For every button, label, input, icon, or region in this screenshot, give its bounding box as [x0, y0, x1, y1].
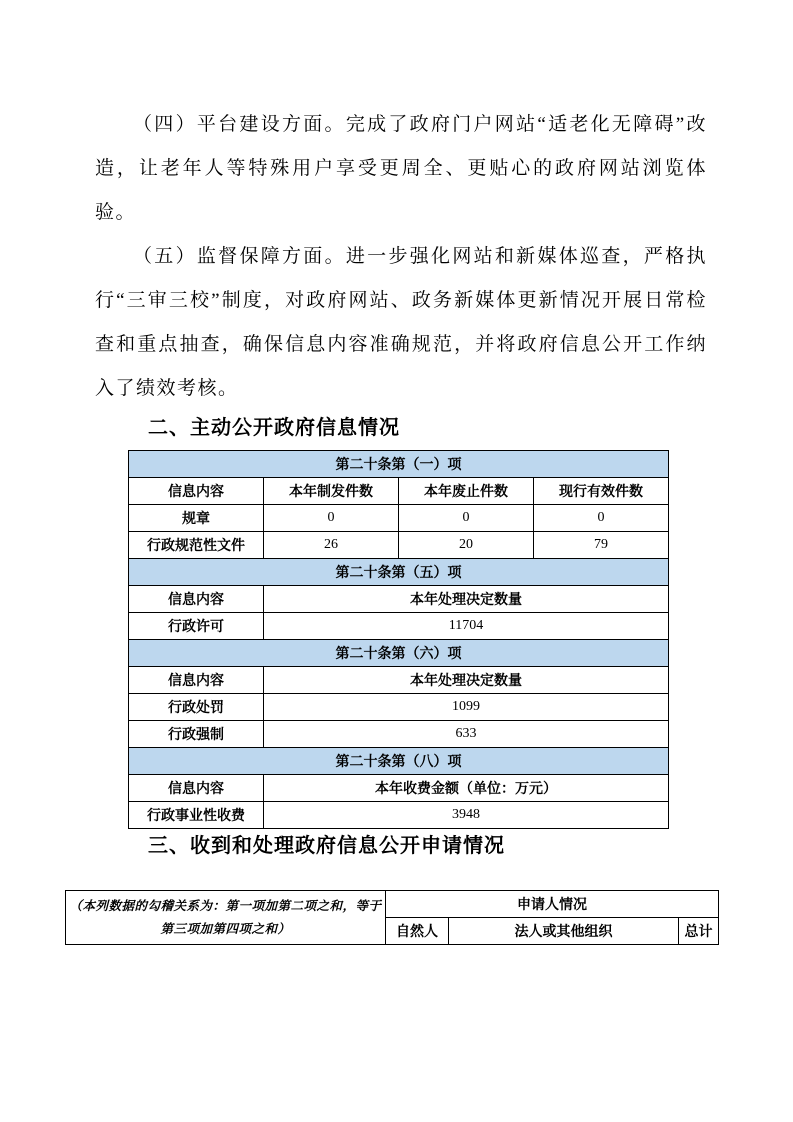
table-column-header-row: [129, 586, 669, 613]
col-header-info-content: 信息内容: [129, 667, 264, 694]
applicant-situation-header: 申请人情况: [386, 891, 719, 918]
section-header-item-6: 第二十条第（六）项: [129, 640, 669, 667]
section-header-item-8: 第二十条第（八）项: [129, 748, 669, 775]
table-row: [129, 694, 669, 721]
table-column-header-row: [129, 667, 669, 694]
paragraph-platform-construction: （四）平台建设方面。完成了政府门户网站“适老化无障碍”改造，让老年人等特殊用户享受更周全、更贴心的政府网站浏览体验。: [95, 114, 707, 223]
cell-value: 79: [534, 532, 669, 559]
reconciliation-note: （本列数据的勾稽关系为：第一项加第二项之和，等于第三项加第四项之和）: [66, 891, 386, 945]
col-header-info-content: 信息内容: [129, 478, 264, 505]
col-header-decisions: 本年处理决定数量: [264, 667, 669, 694]
row-label-administrative-penalty: 行政处罚: [129, 694, 264, 721]
row-label-administrative-coercion: 行政强制: [129, 721, 264, 748]
col-header-info-content: 信息内容: [129, 775, 264, 802]
col-header-legal-person: 法人或其他组织: [449, 918, 679, 945]
table-column-header-row: [129, 775, 669, 802]
section-2-heading: 二、主动公开政府信息情况: [148, 417, 400, 439]
col-header-fees-amount: 本年收费金额（单位：万元）: [264, 775, 669, 802]
cell-value: 0: [264, 505, 399, 532]
section-header-item-1: 第二十条第（一）项: [129, 451, 669, 478]
row-label-administrative-fees: 行政事业性收费: [129, 802, 264, 829]
row-label-regulations: 规章: [129, 505, 264, 532]
table-section-header-row: [129, 451, 669, 478]
table-row: [129, 802, 669, 829]
cell-value: 1099: [264, 694, 669, 721]
table-column-header-row: [129, 478, 669, 505]
col-header-decisions: 本年处理决定数量: [264, 586, 669, 613]
table-section-header-row: [129, 748, 669, 775]
section-3-heading: 三、收到和处理政府信息公开申请情况: [148, 835, 505, 857]
cell-value: 26: [264, 532, 399, 559]
application-table: [65, 890, 719, 945]
col-header-effective: 现行有效件数: [534, 478, 669, 505]
col-header-abolished: 本年废止件数: [399, 478, 534, 505]
col-header-total: 总计: [679, 918, 719, 945]
cell-value: 11704: [264, 613, 669, 640]
table-row: [129, 532, 669, 559]
table-row: [129, 613, 669, 640]
cell-value: 0: [399, 505, 534, 532]
table-section-header-row: [129, 559, 669, 586]
table-row: [129, 721, 669, 748]
proactive-disclosure-table: [128, 450, 669, 829]
col-header-natural-person: 自然人: [386, 918, 449, 945]
cell-value: 3948: [264, 802, 669, 829]
col-header-info-content: 信息内容: [129, 586, 264, 613]
body-text-block: [95, 103, 707, 411]
table-row: [129, 505, 669, 532]
cell-value: 20: [399, 532, 534, 559]
cell-value: 0: [534, 505, 669, 532]
paragraph-supervision-guarantee: （五）监督保障方面。进一步强化网站和新媒体巡查，严格执行“三审三校”制度，对政府网站、政务新媒体更新情况开展日常检查和重点抽查，确保信息内容准确规范，并将政府信息公开工作纳入了绩效考核。: [95, 246, 707, 399]
row-label-normative-documents: 行政规范性文件: [129, 532, 264, 559]
section-header-item-5: 第二十条第（五）项: [129, 559, 669, 586]
apply-table-header-row: [66, 891, 719, 918]
row-label-administrative-license: 行政许可: [129, 613, 264, 640]
cell-value: 633: [264, 721, 669, 748]
table-section-header-row: [129, 640, 669, 667]
col-header-issued: 本年制发件数: [264, 478, 399, 505]
